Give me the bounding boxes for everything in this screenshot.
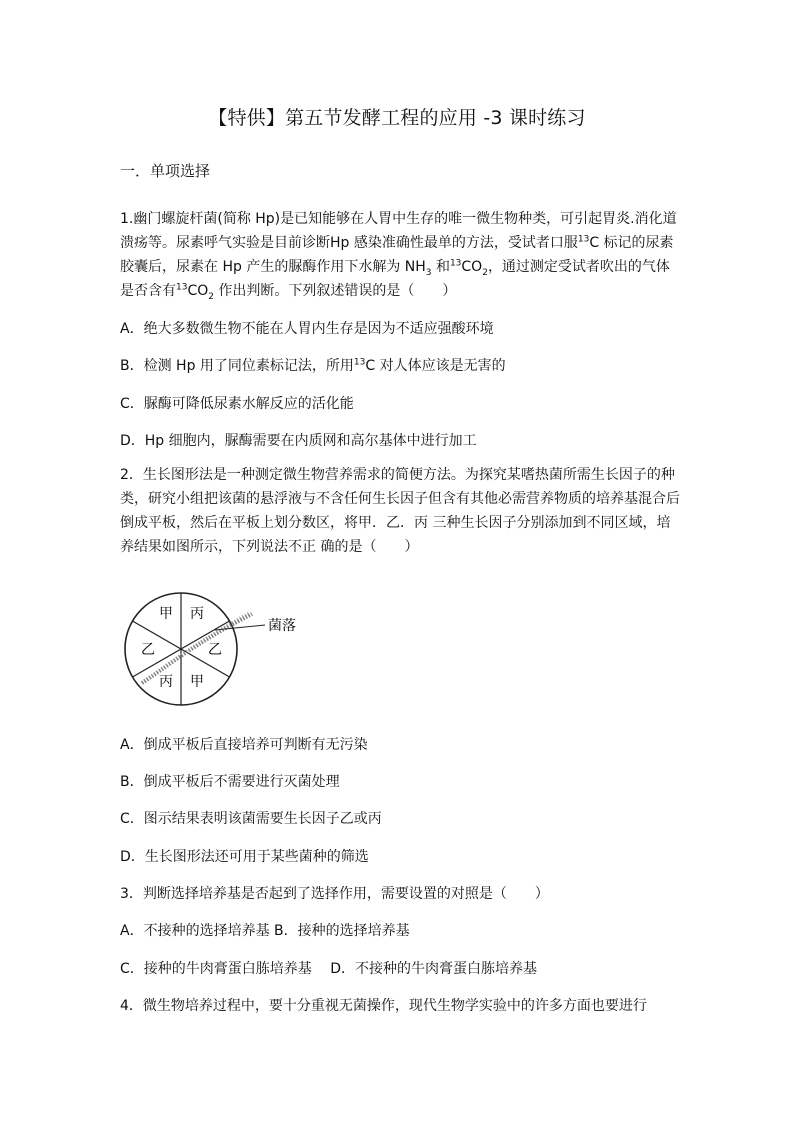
question-2-option-a: A．倒成平板后直接培养可判断有无污染 [120,737,368,753]
sector-label-top-left: 甲 [159,606,173,622]
sector-label-left: 乙 [141,642,155,658]
question-2-option-c: C．图示结果表明该菌需要生长因子乙或丙 [120,811,382,827]
question-2-option-b: B．倒成平板后不需要进行灭菌处理 [120,774,340,790]
section-heading: 一．单项选择 [120,162,211,180]
question-3-options-cd: C．接种的牛肉膏蛋白胨培养基 D．不接种的牛肉膏蛋白胨培养基 [120,961,538,977]
sector-label-top-right: 丙 [190,606,204,622]
question-1-option-c: C．脲酶可降低尿素水解反应的活化能 [120,396,354,412]
question-2-option-d: D．生长图形法还可用于某些菌种的筛选 [120,849,369,865]
colony-band [142,612,252,683]
question-3-options-ab: A．不接种的选择培养基 B．接种的选择培养基 [120,923,410,939]
page-title: 【特供】第五节发酵工程的应用 -3 课时练习 [208,107,586,129]
callout-leader [215,625,265,630]
question-3-stem: 3．判断选择培养基是否起到了选择作用，需要设置的对照是（ ） [120,886,549,902]
culture-plate-figure [120,588,320,718]
question-1-option-d: D．Hp 细胞内，脲酶需要在内质网和高尔基体中进行加工 [120,433,477,449]
callout-label: 菌落 [268,618,296,634]
question-4-stem: 4．微生物培养过程中，要十分重视无菌操作，现代生物学实验中的许多方面也要进行 [120,998,647,1014]
sector-label-bottom-right: 甲 [190,674,204,690]
question-1-option-b: B．检测 Hp 用了同位素标记法，所用$^{13}$C 对人体应该是无害的 [120,357,506,374]
sector-label-bottom-left: 丙 [159,674,173,690]
question-2-stem: 2．生长图形法是一种测定微生物营养需求的简便方法。为探究某嗜热菌所需生长因子的种 类，研究小组把该菌的悬浮液与不含任何生长因子但含有其他必需营养物质的培养基混合后倒成平板，然后在平板上划分数区，将甲．乙．丙 三种生长因子分别添加到不同区域，培养结果如图所示，下列说法不正 确的是（ ） [120,467,680,555]
question-1-option-a: A．绝大多数微生物不能在人胃内生存是因为不适应强酸环境 [120,321,494,337]
question-1-stem: 1.幽门螺旋杆菌(简称 Hp)是已知能够在人胃中生存的唯一微生物种类，可引起胃炎.消化道溃疡等。尿素呼气实验是目前诊断Hp 感染准确性最单的方法，受试者口服$^{13}$C 标记的尿素胶囊后，尿素在 Hp 产生的脲酶作用下水解为 $NH_3$ 和$^{13}CO_2$，通过测定受试者吹出的气体是否含有$^{13}CO_2$ 作出判断。下列叙述错误的是（ ） [120,211,677,302]
sector-label-right: 乙 [208,642,222,658]
